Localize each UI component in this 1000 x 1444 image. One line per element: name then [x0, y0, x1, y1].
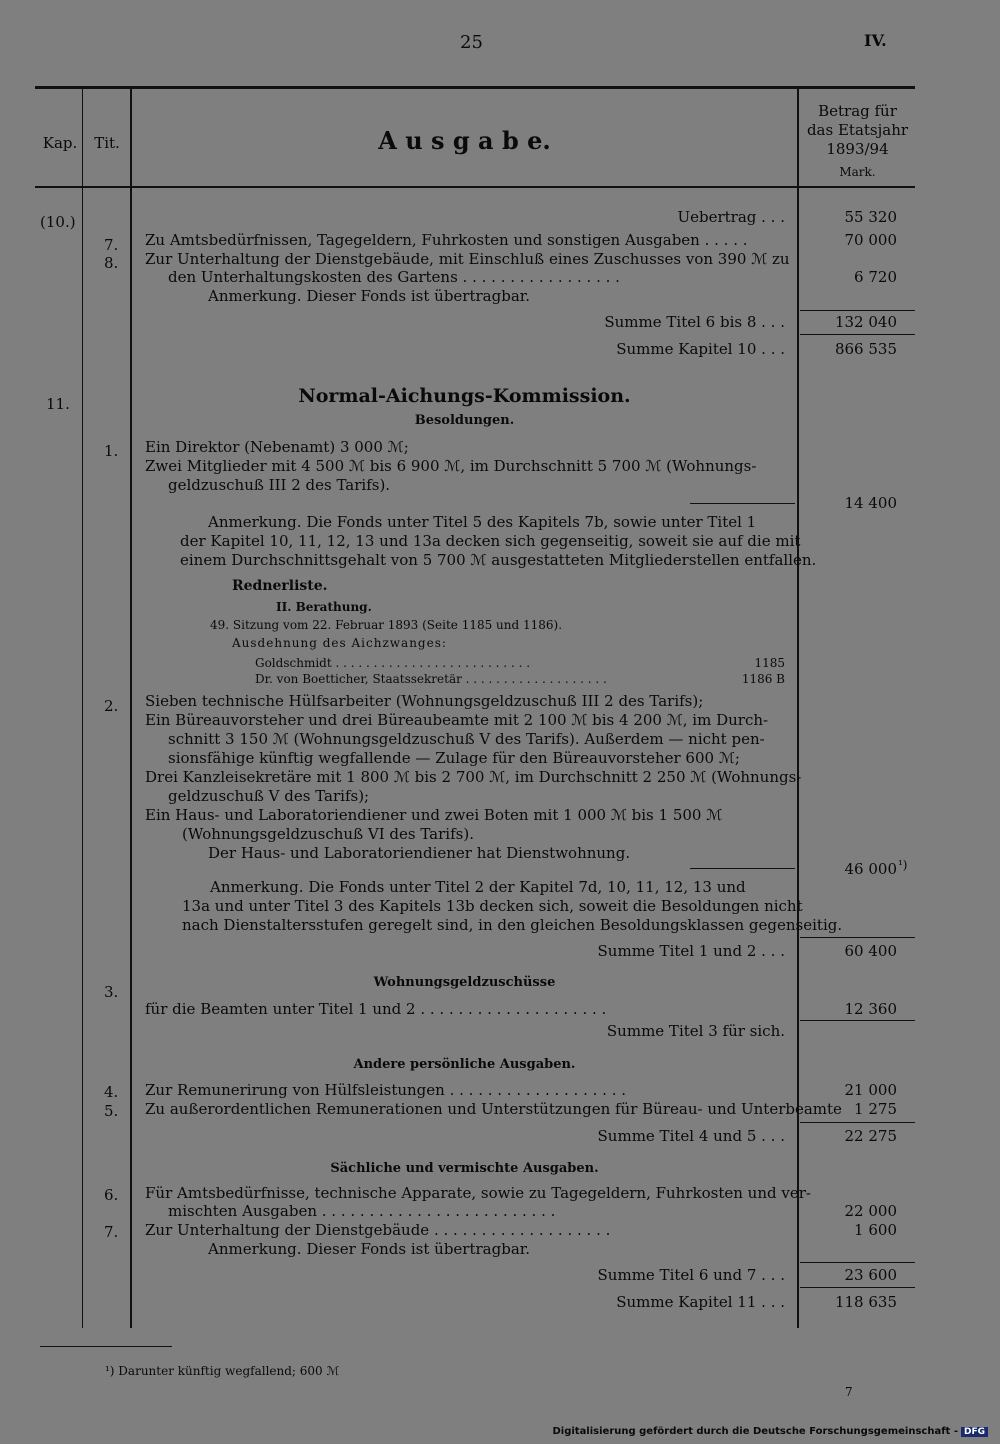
tit-7b-num: 7.	[104, 1223, 119, 1241]
sum-rule-3	[800, 937, 915, 938]
tit-2-line-2: Ein Büreauvorsteher und drei Büreaubeamte mit 2 100 ℳ bis 4 200 ℳ, im Durch-	[145, 711, 769, 729]
topic-line: Ausdehnung des Aichzwanges:	[232, 636, 447, 650]
sum-kapitel-11-label: Summe Kapitel 11 . . .	[616, 1293, 785, 1311]
saechliche-head: Sächliche und vermischte Ausgaben.	[330, 1161, 599, 1176]
tit-8-amount: 6 720	[854, 268, 897, 286]
tit-1-note-2: der Kapitel 10, 11, 12, 13 und 13a decken sich gegenseitig, soweit sie auf die mit	[180, 532, 801, 550]
sum-titel-6-8-label: Summe Titel 6 bis 8 . . .	[604, 313, 785, 331]
tit-8-note: Anmerkung. Dieser Fonds ist übertragbar.	[208, 287, 531, 305]
tit-4-num: 4.	[104, 1083, 119, 1101]
tit-6-num: 6.	[104, 1186, 119, 1204]
tit-5-amount: 1 275	[854, 1100, 897, 1118]
sum-titel-3-label: Summe Titel 3 für sich.	[606, 1022, 785, 1040]
section-number: IV.	[864, 31, 887, 50]
head-title: A u s g a b e.	[378, 126, 551, 155]
kap-10: (10.)	[40, 213, 76, 231]
tit-1-num: 1.	[104, 442, 119, 460]
tit-1-note-1: Anmerkung. Die Fonds unter Titel 5 des Kapitels 7b, sowie unter Titel 1	[208, 513, 757, 531]
head-amount-2: das Etatsjahr	[806, 121, 909, 139]
speaker-1-name: Goldschmidt . . . . . . . . . . . . . . . . . . . . . . . . . .	[255, 656, 531, 670]
tit-7b-amount: 1 600	[854, 1221, 897, 1239]
sum-rule-6	[800, 1262, 915, 1263]
sum-titel-6-7-label: Summe Titel 6 und 7 . . .	[597, 1266, 785, 1284]
tit-3-amount: 12 360	[844, 1000, 897, 1018]
tit-3-text: für die Beamten unter Titel 1 und 2 . . . . . . . . . . . . . . . . . . . .	[145, 1000, 607, 1018]
tit-2-note-2: 13a und unter Titel 3 des Kapitels 13b decken sich, soweit die Besoldungen nicht	[182, 897, 803, 915]
tit-6-line-2: mischten Ausgaben . . . . . . . . . . . . . . . . . . . . . . . . .	[168, 1202, 556, 1220]
tit-7-amount: 70 000	[844, 231, 897, 249]
rednerliste-head: Rednerliste.	[232, 578, 328, 594]
tit-2-note-3: nach Dienstaltersstufen geregelt sind, in den gleichen Besoldungsklassen gegenseitig.	[182, 916, 843, 934]
tit-1-rule	[690, 503, 795, 504]
footnote: ¹) Darunter künftig wegfallend; 600 ℳ	[105, 1364, 340, 1378]
tit-2-num: 2.	[104, 697, 119, 715]
uebertrag-label: Uebertrag . . .	[677, 208, 785, 226]
dfg-logo: DFG	[961, 1427, 988, 1437]
top-rule	[35, 86, 915, 89]
tit-2-rule	[690, 868, 795, 869]
sum-titel-6-7-amount: 23 600	[844, 1266, 897, 1284]
wohnung-head: Wohnungsgeldzuschüsse	[373, 975, 556, 990]
tit-2-amount: 46 000	[844, 860, 897, 878]
tit-2-line-8: (Wohnungsgeldzuschuß VI des Tarifs).	[182, 825, 474, 843]
tit-7-num: 7.	[104, 236, 119, 254]
tit-2-line-6: geldzuschuß V des Tarifs);	[168, 787, 370, 805]
sum-titel-4-5-label: Summe Titel 4 und 5 . . .	[597, 1127, 785, 1145]
sum-rule-4	[800, 1020, 915, 1021]
tit-7b-note: Anmerkung. Dieser Fonds ist übertragbar.	[208, 1240, 531, 1258]
tit-6-line-1: Für Amtsbedürfnisse, technische Apparate, sowie zu Tagegeldern, Fuhrkosten und ver-	[145, 1184, 811, 1202]
andere-head: Andere persönliche Ausgaben.	[353, 1057, 576, 1072]
head-amount-unit: Mark.	[839, 165, 876, 179]
head-rule	[35, 186, 915, 188]
head-amount-1: Betrag für	[818, 102, 897, 120]
sum-rule-5	[800, 1122, 915, 1123]
sum-rule-1	[800, 310, 915, 311]
digitization-credit	[552, 1426, 988, 1437]
col-rule-tit	[130, 88, 132, 1328]
tit-1-amount: 14 400	[844, 494, 897, 512]
head-kap: Kap.	[42, 134, 78, 152]
signature-mark: 7	[845, 1385, 853, 1399]
sum-titel-1-2-amount: 60 400	[844, 942, 897, 960]
tit-6-amount: 22 000	[844, 1202, 897, 1220]
uebertrag-amount: 55 320	[844, 208, 897, 226]
tit-2-line-3: schnitt 3 150 ℳ (Wohnungsgeldzuschuß V des Tarifs). Außerdem — nicht pen-	[168, 730, 765, 748]
tit-7-text: Zu Amtsbedürfnissen, Tagegeldern, Fuhrkosten und sonstigen Ausgaben . . . . .	[145, 231, 748, 249]
sitzung-line: 49. Sitzung vom 22. Februar 1893 (Seite 1185 und 1186).	[210, 618, 563, 632]
tit-5-text: Zu außerordentlichen Remunerationen und Unterstützungen für Büreau- und Unterbeamte	[145, 1100, 842, 1118]
sum-rule-2	[800, 334, 915, 335]
tit-3-num: 3.	[104, 983, 119, 1001]
tit-1-note-3: einem Durchschnittsgehalt von 5 700 ℳ ausgestatteten Mitgliederstellen entfallen.	[180, 551, 817, 569]
tit-2-line-5: Drei Kanzleisekretäre mit 1 800 ℳ bis 2 700 ℳ, im Durchschnitt 2 250 ℳ (Wohnungs-	[145, 768, 802, 786]
speaker-2-page: 1186 B	[741, 672, 785, 686]
kap-11: 11.	[46, 395, 70, 413]
tit-1-line-3: geldzuschuß III 2 des Tarifs).	[168, 476, 391, 494]
tit-4-amount: 21 000	[844, 1081, 897, 1099]
sum-kapitel-11-amount: 118 635	[834, 1293, 897, 1311]
sum-titel-6-8-amount: 132 040	[834, 313, 897, 331]
footnote-rule	[40, 1346, 172, 1347]
tit-2-line-1: Sieben technische Hülfsarbeiter (Wohnungsgeldzuschuß III 2 des Tarifs);	[145, 692, 704, 710]
beratung-head: II. Berathung.	[276, 600, 372, 614]
head-tit: Tit.	[94, 134, 120, 152]
tit-2-note-1: Anmerkung. Die Fonds unter Titel 2 der Kapitel 7d, 10, 11, 12, 13 und	[210, 878, 746, 896]
sum-kapitel-10-label: Summe Kapitel 10 . . .	[616, 340, 785, 358]
tit-2-line-7: Ein Haus- und Laboratoriendiener und zwei Boten mit 1 000 ℳ bis 1 500 ℳ	[145, 806, 723, 824]
tit-7b-text: Zur Unterhaltung der Dienstgebäude . . . . . . . . . . . . . . . . . . .	[145, 1221, 611, 1239]
tit-2-line-9: Der Haus- und Laboratoriendiener hat Dienstwohnung.	[208, 844, 631, 862]
tit-1-line-1: Ein Direktor (Nebenamt) 3 000 ℳ;	[145, 438, 409, 456]
sum-rule-7	[800, 1287, 915, 1288]
tit-8-num: 8.	[104, 254, 119, 272]
tit-8-text-1: Zur Unterhaltung der Dienstgebäude, mit Einschluß eines Zuschusses von 390 ℳ zu	[145, 250, 790, 268]
tit-8-text-2: den Unterhaltungskosten des Gartens . . . . . . . . . . . . . . . . .	[168, 268, 620, 286]
speaker-2-name: Dr. von Boetticher, Staatssekretär . . . . . . . . . . . . . . . . . . .	[255, 672, 607, 686]
credit-text: Digitalisierung gefördert durch die Deutsche Forschungsgemeinschaft -	[552, 1426, 958, 1437]
tit-4-text: Zur Remunerirung von Hülfsleistungen . . . . . . . . . . . . . . . . . . .	[145, 1081, 627, 1099]
tit-2-footnote-mark: ¹)	[898, 858, 908, 872]
tit-1-line-2: Zwei Mitglieder mit 4 500 ℳ bis 6 900 ℳ, im Durchschnitt 5 700 ℳ (Wohnungs-	[145, 457, 757, 475]
speaker-1-page: 1185	[754, 656, 785, 670]
besoldungen-head: Besoldungen.	[414, 413, 515, 428]
sum-titel-4-5-amount: 22 275	[844, 1127, 897, 1145]
col-rule-kap	[82, 88, 83, 1328]
sum-kapitel-10-amount: 866 535	[834, 340, 897, 358]
head-amount-3: 1893/94	[826, 140, 889, 158]
chapter-title: Normal-Aichungs-Kommission.	[298, 385, 631, 407]
tit-2-line-4: sionsfähige künftig wegfallende — Zulage für den Büreauvorsteher 600 ℳ;	[168, 749, 740, 767]
sum-titel-1-2-label: Summe Titel 1 und 2 . . .	[597, 942, 785, 960]
page-number: 25	[460, 32, 483, 53]
tit-5-num: 5.	[104, 1102, 119, 1120]
